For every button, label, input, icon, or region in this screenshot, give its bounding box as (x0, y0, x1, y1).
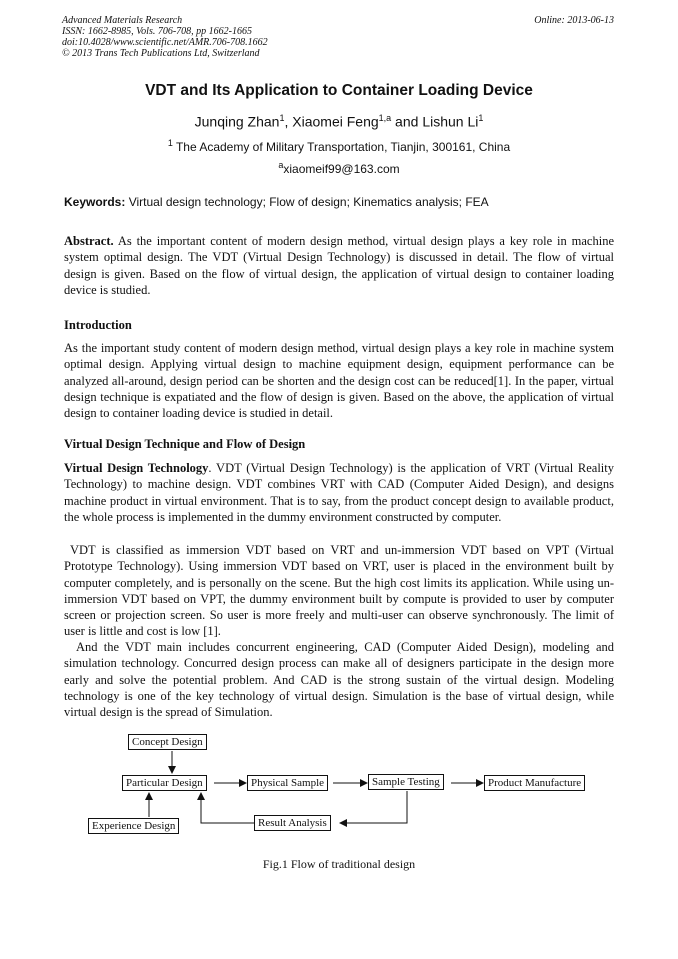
doi-line: doi:10.4028/www.scientific.net/AMR.706-708.1662 (62, 37, 268, 48)
experience-design-box: Experience Design (88, 818, 179, 834)
affiliation-sup: 1 (167, 138, 173, 148)
introduction-heading: Introduction (64, 318, 132, 332)
email-sup: a (278, 160, 284, 170)
author-2: Xiaomei Feng (292, 113, 379, 130)
figure-caption: Fig.1 Flow of traditional design (262, 857, 416, 871)
introduction-text: As the important study content of modern design method, virtual design plays a key role in machine system optimal design. Applying virtual design to machine equipment design, equipment performance can be analyzed all-around, design period can be shorten and the design cost can be reduced[1]. In the paper, virtual design technique is expatiated and the flow of design is given. Based on the above, the application of virtual design to container loading device is studied in detail. (64, 341, 614, 421)
concept-design-box: Concept Design (128, 734, 207, 750)
keywords-text: Virtual design technology; Flow of design; Kinematics analysis; FEA (125, 195, 489, 209)
author-sep-2: and (391, 113, 423, 130)
vdt-paragraph-1-text: . VDT (Virtual Design Technology) is the application of VRT (Virtual Reality Technology) to machine design. VDT combines VRT with CAD (Computer Aided Design), and designs machine product in virtual environment. That is to say, from the product concept design to available product, the whole process is implemented in the dummy environment constructed by computer. (64, 461, 614, 524)
author-1-sup: 1 (279, 113, 285, 123)
particular-design-box: Particular Design (122, 775, 207, 791)
journal-name: Advanced Materials Research (62, 15, 183, 26)
vdt-paragraph-label: Virtual Design Technology (64, 461, 209, 475)
abstract-text: As the important content of modern design method, virtual design plays a key role in machine system optimal design. The VDT (Virtual Design Technology) is discussed in detail. The flow of virtual design is given. Based on the flow of virtual design, the application of virtual design to container loading device is studied. (64, 234, 614, 297)
product-manufacture-box: Product Manufacture (484, 775, 585, 791)
author-1: Junqing Zhan (194, 113, 280, 130)
author-3: Lishun Li (422, 113, 479, 130)
email-text: xiaomeif99@163.com (283, 162, 400, 176)
issn-line: ISSN: 1662-8985, Vols. 706-708, pp 1662-1665 (62, 26, 252, 37)
author-2-sup: 1,a (378, 113, 392, 123)
arrow-testing-to-result (340, 791, 407, 823)
copyright-line: © 2013 Trans Tech Publications Ltd, Switzerland (62, 48, 260, 59)
arrow-result-to-particular (201, 793, 254, 823)
section-heading-vdt: Virtual Design Technique and Flow of Design (64, 437, 306, 451)
abstract-label: Abstract. (64, 234, 114, 248)
result-analysis-box: Result Analysis (254, 815, 331, 831)
physical-sample-box: Physical Sample (247, 775, 328, 791)
vdt-paragraph-2: VDT is classified as immersion VDT based on VRT and un-immersion VDT based on VPT (Virtual Prototype Technology). Using immersion VDT based on VRT, user is placed in the environment built by computer completely, and is personally on the scene. But the high cost limits its application. While using un-immersion VDT based on VPT, the dummy environment built by compute is provided to user by computer screen or projection screen. So user is more freely and multi-user can observe synchronously. The limit of user is little and cost is low [1]. (64, 543, 614, 639)
sample-testing-box: Sample Testing (368, 774, 444, 790)
affiliation-text: The Academy of Military Transportation, Tianjin, 300161, China (172, 140, 511, 154)
author-sep-1: , (284, 113, 293, 130)
vdt-paragraph-3: And the VDT main includes concurrent engineering, CAD (Computer Aided Design), modeling and simulation technology. Concurred design process can make all of designers participate in the design more early and solve the potential problem. And CAD is the strong sustain of the virtual design. Modeling technology is one of the key technology of virtual design. Simulation is the base of virtual design, while virtual design is the spread of Simulation. (64, 640, 614, 720)
author-3-sup: 1 (478, 113, 484, 123)
keywords-label: Keywords: (64, 195, 126, 209)
paper-title: VDT and Its Application to Container Loading Device (145, 82, 533, 99)
online-date: Online: 2013-06-13 (534, 15, 614, 26)
